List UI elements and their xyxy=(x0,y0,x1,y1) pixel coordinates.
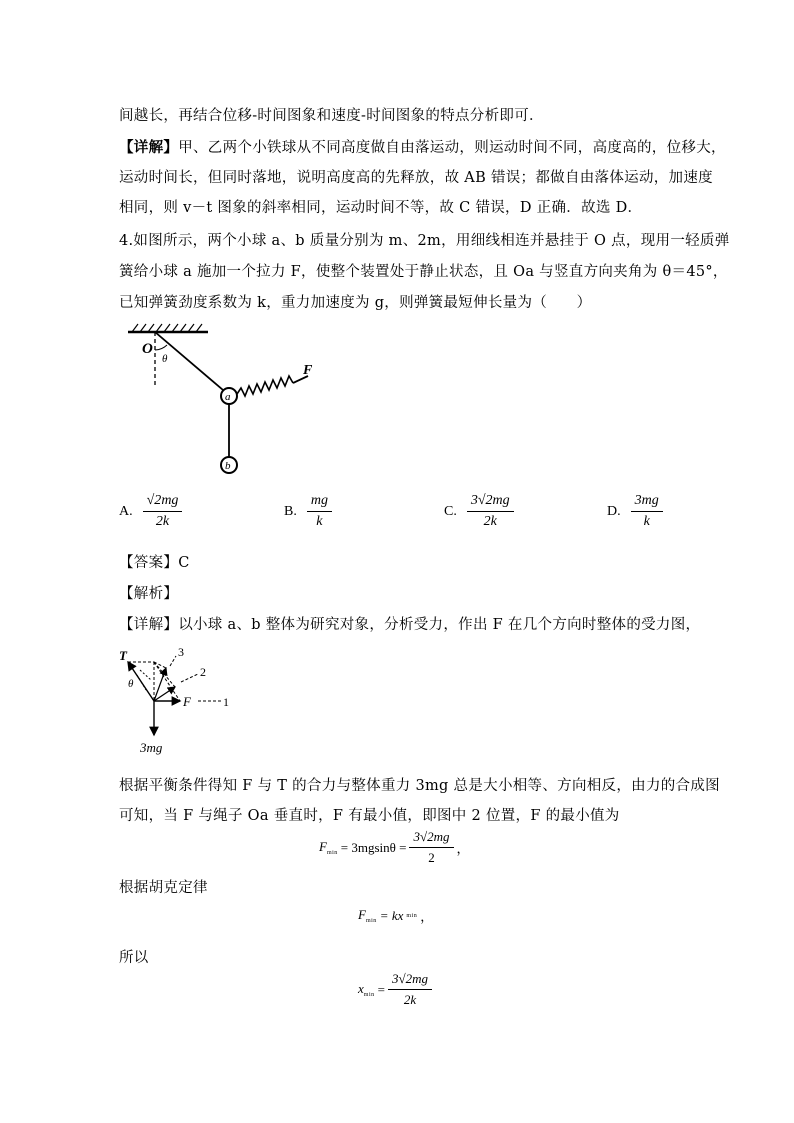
eq2-tail: ， xyxy=(420,909,434,924)
label-3mg: 3mg xyxy=(140,740,163,755)
option-d-fraction xyxy=(631,492,663,531)
eq3-num: 3√2mg xyxy=(388,970,432,990)
pendulum-spring-figure xyxy=(120,320,330,480)
label-1: 1 xyxy=(223,695,229,709)
eq1-tail: ， xyxy=(456,841,470,856)
option-c-fraction xyxy=(467,492,514,531)
equation-3 xyxy=(358,970,432,1009)
label-theta-2: θ xyxy=(128,678,134,690)
question-4-line-1: 4.如图所示，两个小球 a、b 质量分别为 m、2m，用细线相连并悬挂于 O 点，现用一轻质弹 xyxy=(119,233,730,249)
eq1-mid: = 3mgsinθ = xyxy=(340,839,407,855)
label-b: b xyxy=(225,460,231,472)
eq1-sub: min xyxy=(326,850,338,856)
force-diagram-figure xyxy=(118,640,248,755)
option-d-num-post: 3mg xyxy=(634,493,659,508)
text-line-2 xyxy=(119,136,726,157)
option-b-num-post: mg xyxy=(310,493,328,508)
option-c-num-pre: 3√2 xyxy=(470,493,493,508)
option-c[interactable] xyxy=(444,492,514,531)
text-line-4: 相同，则 v－t 图象的斜率相同，运动时间不等，故 C 错误，D 正确．故选 D． xyxy=(119,200,643,216)
eq1-den: 2 xyxy=(428,850,435,865)
option-b[interactable] xyxy=(284,492,332,531)
label-O: O xyxy=(142,341,153,357)
option-c-num-post: mg xyxy=(492,493,510,508)
label-T: T xyxy=(119,648,127,663)
detail-line: 【详解】以小球 a、b 整体为研究对象，分析受力，作出 F 在几个方向时整体的受力图， xyxy=(119,617,701,633)
label-2: 2 xyxy=(200,665,206,679)
equation-2 xyxy=(358,906,433,925)
eq1-fraction xyxy=(409,828,453,867)
option-d-letter: D. xyxy=(607,503,621,519)
eq1-lhs: F xyxy=(319,839,327,854)
label-F: F xyxy=(303,363,313,378)
paragraph-1: 根据平衡条件得知 F 与 T 的合力与整体重力 3mg 总是大小相等、方向相反，由力的合成图 xyxy=(119,778,720,794)
text-line-2-body: 甲、乙两个小铁球从不同高度做自由落运动，则运动时间不同，高度高的，位移大， xyxy=(178,140,726,156)
paragraph-2: 可知，当 F 与绳子 Oa 垂直时，F 有最小值，即图中 2 位置，F 的最小值为 xyxy=(119,808,620,824)
question-4-line-3: 已知弹簧劲度系数为 k，重力加速度为 g，则弹簧最短伸长量为（ ） xyxy=(119,295,592,311)
label-3: 3 xyxy=(178,645,184,659)
option-d-den: k xyxy=(643,514,650,529)
detail-tag: 【详解】 xyxy=(119,139,179,156)
eq1-num: 3√2mg xyxy=(409,828,453,848)
option-a-fraction xyxy=(143,492,183,531)
option-c-letter: C. xyxy=(444,503,457,519)
text-line-1: 间越长，再结合位移‑时间图象和速度‑时间图象的特点分析即可． xyxy=(119,108,544,124)
eq3-fraction xyxy=(388,970,432,1009)
label-theta: θ xyxy=(162,353,168,365)
option-a-den: 2k xyxy=(155,514,170,529)
option-d[interactable] xyxy=(607,492,663,531)
hooke-law-line: 根据胡克定律 xyxy=(119,880,208,896)
question-4-line-2: 簧给小球 a 施加一个拉力 F，使整个装置处于静止状态，且 Oa 与竖直方向夹角为 θ＝45°， xyxy=(119,264,728,280)
answer-line: 【答案】C xyxy=(119,555,190,571)
eq3-sub: min xyxy=(363,992,375,998)
option-b-letter: B. xyxy=(284,503,297,519)
so-line: 所以 xyxy=(119,950,149,966)
eq3-mid: = xyxy=(377,981,385,997)
label-F-2: F xyxy=(183,694,191,709)
option-c-den: 2k xyxy=(483,514,497,529)
label-a: a xyxy=(225,391,231,403)
eq3-den: 2k xyxy=(403,992,417,1007)
equation-1 xyxy=(319,828,470,867)
eq3-lhs: x xyxy=(358,981,364,996)
eq2-sub2: min xyxy=(406,912,418,919)
eq2-sub: min xyxy=(365,918,377,924)
analysis-heading: 【解析】 xyxy=(119,586,179,602)
option-a[interactable] xyxy=(119,492,182,531)
eq2-lhs: F xyxy=(358,907,366,922)
option-b-den: k xyxy=(316,514,323,529)
option-a-num-pre: √2 xyxy=(146,493,162,508)
option-a-letter: A. xyxy=(119,503,133,519)
text-line-3: 运动时间长，但同时落地，说明高度高的先释放，故 AB 错误；都做自由落体运动，加速度 xyxy=(119,170,713,186)
eq2-mid: = kx xyxy=(379,907,404,923)
option-a-num-post: mg xyxy=(161,493,179,508)
option-b-fraction xyxy=(307,492,332,531)
